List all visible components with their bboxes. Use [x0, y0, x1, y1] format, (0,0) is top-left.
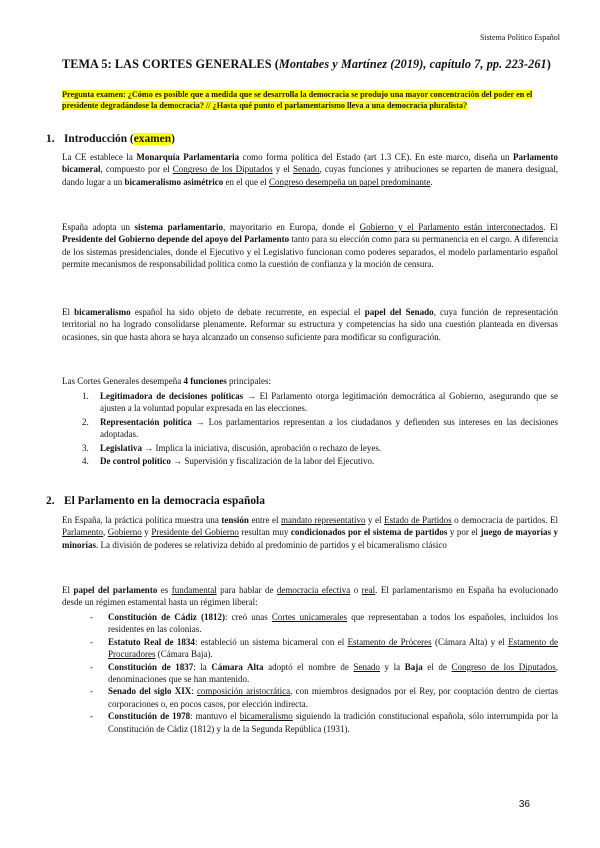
list-item: 4. De control político → Supervisión y fiscalización de la labor del Ejecutivo.	[82, 456, 375, 467]
list-item: 3. Legislativa → Implica la iniciativa, discusión, aprobación o rechazo de leyes.	[82, 442, 382, 453]
chapter-title: TEMA 5: LAS CORTES GENERALES (Montabes y Martínez (2019), capítulo 7, pp. 223-261)	[62, 57, 551, 71]
list-item: - Constitución de 1837: la Cámara Alta adoptó el nombre de Senado y la Baja el de Congreso de los Diputados, denominaciones que se han mantenido.	[90, 661, 559, 685]
list-item: 1. Legitimadora de decisiones políticas → El Parlamento otorga legitimación democrática al Gobierno, asegurando que se ajusten a la voluntad popular expresada en las elecciones.	[82, 391, 558, 414]
section-2-heading: 2. El Parlamento en la democracia española	[46, 495, 265, 507]
section-2-paragraph-2: El papel del parlamento es fundamental para hablar de democracia efectiva o real. El parlamentarismo en España ha evolucionado desde un régimen estamental hasta un régimen liberal:	[62, 585, 558, 608]
section-2-paragraph-1: En España, la práctica política muestra una tensión entre el mandato representativo y el Estado de Partidos o democracia de partidos. El Parlamento, Gobierno y Presidente del Gobierno resultan muy condicionados por el sistema de partidos y por el juego de mayorías y minorías. La división de poderes se relativiza debido al predominio de partidos y el bicameralismo clásico	[62, 515, 559, 550]
running-header: Sistema Político Español	[480, 33, 560, 42]
list-item: - Senado del siglo XIX: composición aristocrática, con miembros designados por el Rey, por cooptación dentro de ciertas corporaciones o, en pocos casos, por elección indirecta.	[90, 686, 558, 709]
section-1-paragraph-1: La CE establece la Monarquía Parlamentaria como forma política del Estado (art 1.3 CE). En este marco, diseña un Parlamento bicameral, compuesto por el Congreso de los Diputados y el Senado, cuyas funciones y atribuciones se reparten de manera desigual, dando lugar a un bicameralismo asimétrico en el que el Congreso desempeña un papel predominante.	[62, 152, 559, 187]
section-1-paragraph-3: El bicameralismo español ha sido objeto de debate recurrente, en especial el papel del Senado, cuya función de representación territorial no ha logrado consolidarse plenamente. Reformar su estructura y competencias ha sido una cuestión planteada en diversas ocasiones, sin que hasta ahora se haya alcanzado un consenso suficiente para modificar su configuración.	[62, 307, 558, 342]
functions-list	[82, 390, 558, 468]
title-source: Montabes y Martínez (2019), capítulo 7, pp. 223-261	[278, 57, 547, 71]
section-1-heading: 1. Introducción (examen)	[46, 133, 175, 145]
page-number: 36	[518, 799, 530, 810]
section-1-paragraph-2: España adopta un sistema parlamentario, mayoritario en Europa, donde el Gobierno y el Parlamento están interconectados. El Presidente del Gobierno depende del apoyo del Parlamento tanto para su elección como para su permanencia en el cargo. A diferencia de los sistemas presidenciales, donde el Ejecutivo y el Legislativo funcionan como poderes separados, el modelo parlamentario español permite mecanismos de responsabilidad política como la cuestión de confianza y la moción de censura.	[62, 222, 559, 270]
exam-question: Pregunta examen: ¿Cómo es posible que a medida que se desarrolla la democracia se produjo una mayor concentración del poder en el presidente degradándose la democracia? // ¿Hasta qué punto el parlamentarismo lleva a una democracia pluralista?	[62, 90, 533, 110]
section-1-paragraph-4: Las Cortes Generales desempeña 4 funciones principales:	[62, 376, 271, 386]
list-item: - Constitución de Cádiz (1812): creó unas Cortes unicamerales que representaban a todos los españoles, incluidos los residentes en las colonias.	[90, 612, 558, 635]
list-item: 2. Representación política → Los parlamentarios representan a los ciudadanos y defienden sus intereses en las decisiones adoptadas.	[82, 416, 558, 440]
list-item: - Constitución de 1978: mantuvo el bicameralismo siguiendo la tradición constitucional española, sólo interrumpida por la Constitución de Cádiz (1812) y la de la Segunda República (1931).	[90, 711, 558, 734]
list-item: - Estatuto Real de 1834: estableció un sistema bicameral con el Estamento de Próceres (Cámara Alta) y el Estamento de Procuradores (Cámara Baja).	[90, 636, 558, 660]
history-list	[90, 611, 558, 735]
